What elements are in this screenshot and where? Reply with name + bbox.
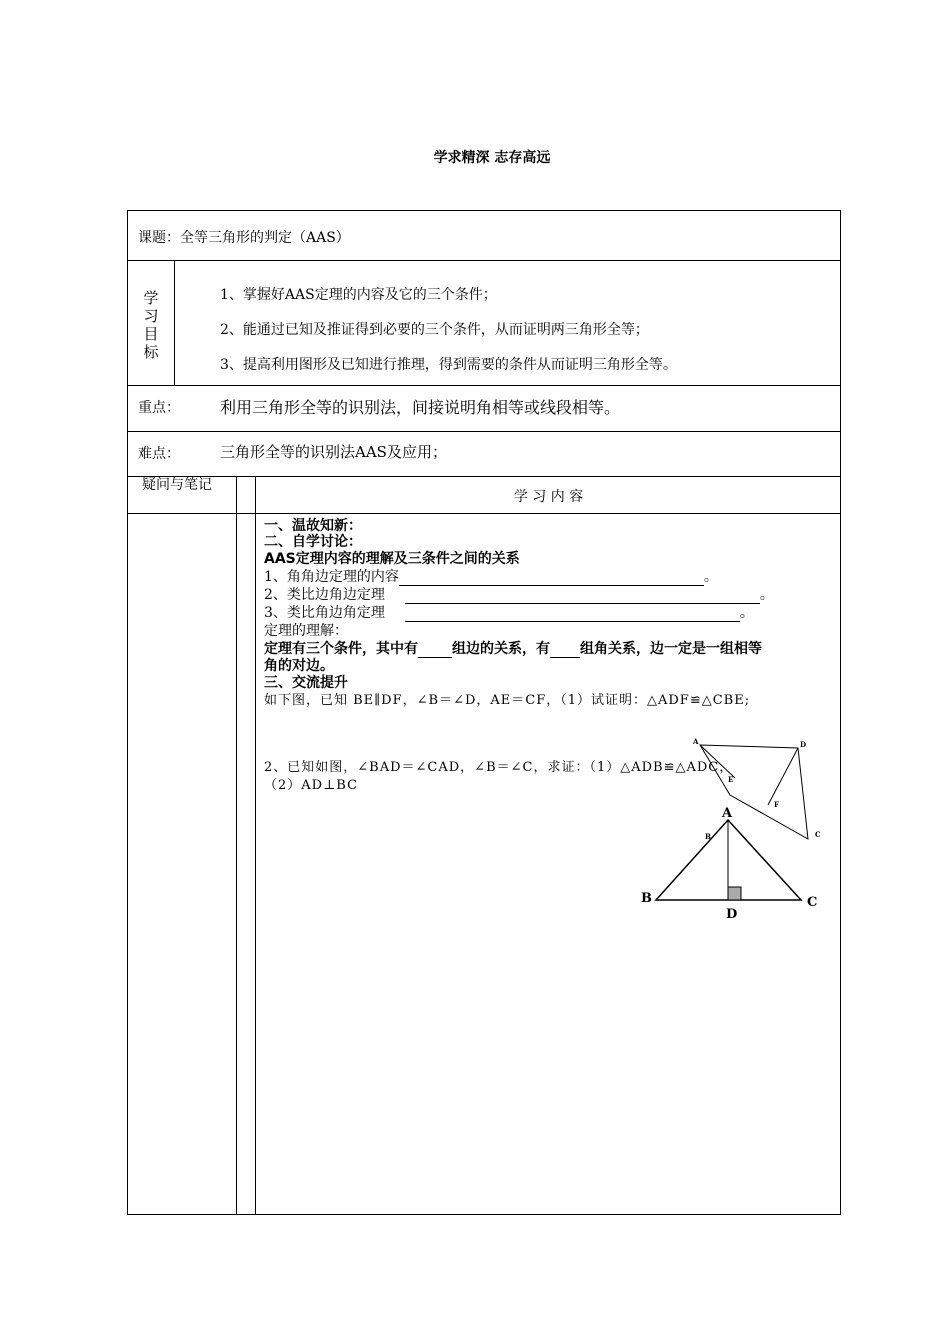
question-3-text: 3、类比角边角定理: [264, 605, 385, 621]
question-2-text: 2、类比边角边定理: [264, 587, 385, 603]
theorem-understanding-label: 定理的理解：: [264, 623, 348, 639]
section-review-heading: 一、温故知新：: [264, 518, 362, 534]
content-column-divider: [255, 476, 256, 1214]
period: 。: [739, 605, 754, 621]
objective-item: 3、提高利用图形及已知进行推理，得到需要的条件从而证明三角形全等。: [220, 357, 677, 373]
difficulty-text: 三角形全等的识别法AAS及应用；: [220, 443, 447, 461]
theorem-statement: [264, 638, 762, 658]
figure-1-label: B: [705, 832, 711, 841]
theorem-part: 定理有三个条件，其中有: [264, 641, 418, 657]
row-divider: [128, 260, 840, 261]
objectives-label: 学 习 目 标: [143, 289, 159, 361]
theorem-statement-end: 角的对边。: [264, 658, 334, 674]
figure-2-label: B: [641, 891, 652, 906]
period: 。: [759, 587, 774, 603]
right-angle-marker: [728, 887, 741, 900]
row-divider: [128, 385, 840, 386]
section-exchange-heading: 三、交流提升: [264, 675, 348, 691]
figure-1-label: C: [815, 830, 821, 839]
content-column-header: 学 习 内 容: [513, 489, 584, 505]
figure-1-segment: [700, 745, 735, 778]
lesson-title: 课题：全等三角形的判定（AAS）: [138, 230, 350, 246]
objectives-column-divider: [174, 260, 175, 385]
answer-blank[interactable]: [418, 643, 452, 658]
exercise-2-line1: 2、已知如图，∠BAD＝∠CAD，∠B＝∠C，求证：（1）△ADB≌△ADC，: [264, 760, 734, 775]
figure-2-label: A: [722, 806, 733, 821]
question-3: [264, 602, 754, 622]
figure-1-label: E: [728, 775, 734, 784]
objective-item: 2、能通过已知及推证得到必要的三个条件，从而证明两三角形全等；: [220, 322, 649, 338]
figure-2-label: C: [807, 895, 818, 910]
figure-2-triangle: [636, 800, 826, 925]
question-1: [264, 566, 718, 586]
period: 。: [703, 569, 718, 585]
key-point-text: 利用三角形全等的识别法，间接说明角相等或线段相等。: [220, 398, 621, 417]
answer-blank[interactable]: [550, 643, 580, 658]
figure-1-segment: [768, 748, 798, 805]
exercise-1: 如下图，已知 BE∥DF，∠B＝∠D，AE＝CF，（1）试证明：△ADF≌△CBE;: [264, 693, 751, 708]
theorem-part: 组边的关系，有: [452, 641, 550, 657]
section-self-study-heading: 二、自学讨论：: [264, 534, 362, 550]
question-1-text: 1、角角边定理的内容: [264, 569, 399, 585]
row-divider: [128, 431, 840, 432]
difficulty-label: 难点：: [138, 446, 180, 462]
notes-column-header: 疑问与笔记: [142, 477, 212, 493]
row-divider: [128, 476, 840, 477]
figure-1-label: D: [800, 740, 807, 749]
theorem-part: 组角关系，边一定是一组相等: [580, 641, 762, 657]
objective-item: 1、掌握好AAS定理的内容及它的三个条件；: [220, 287, 497, 303]
question-2: [264, 584, 774, 604]
row-divider: [128, 513, 840, 514]
answer-blank[interactable]: [405, 607, 740, 622]
figure-1-label: F: [774, 800, 779, 809]
notes-column-divider: [236, 476, 237, 1214]
figure-2-label: D: [726, 907, 738, 922]
figure-1-label: A: [693, 737, 699, 746]
self-study-subheading: AAS定理内容的理解及三条件之间的关系: [264, 551, 520, 567]
key-point-label: 重点：: [138, 400, 180, 416]
exercise-2-line2: （2）AD⊥BC: [264, 778, 359, 793]
lesson-table: [127, 210, 841, 1215]
page-header-title: 学求精深 志存高远: [433, 150, 551, 166]
